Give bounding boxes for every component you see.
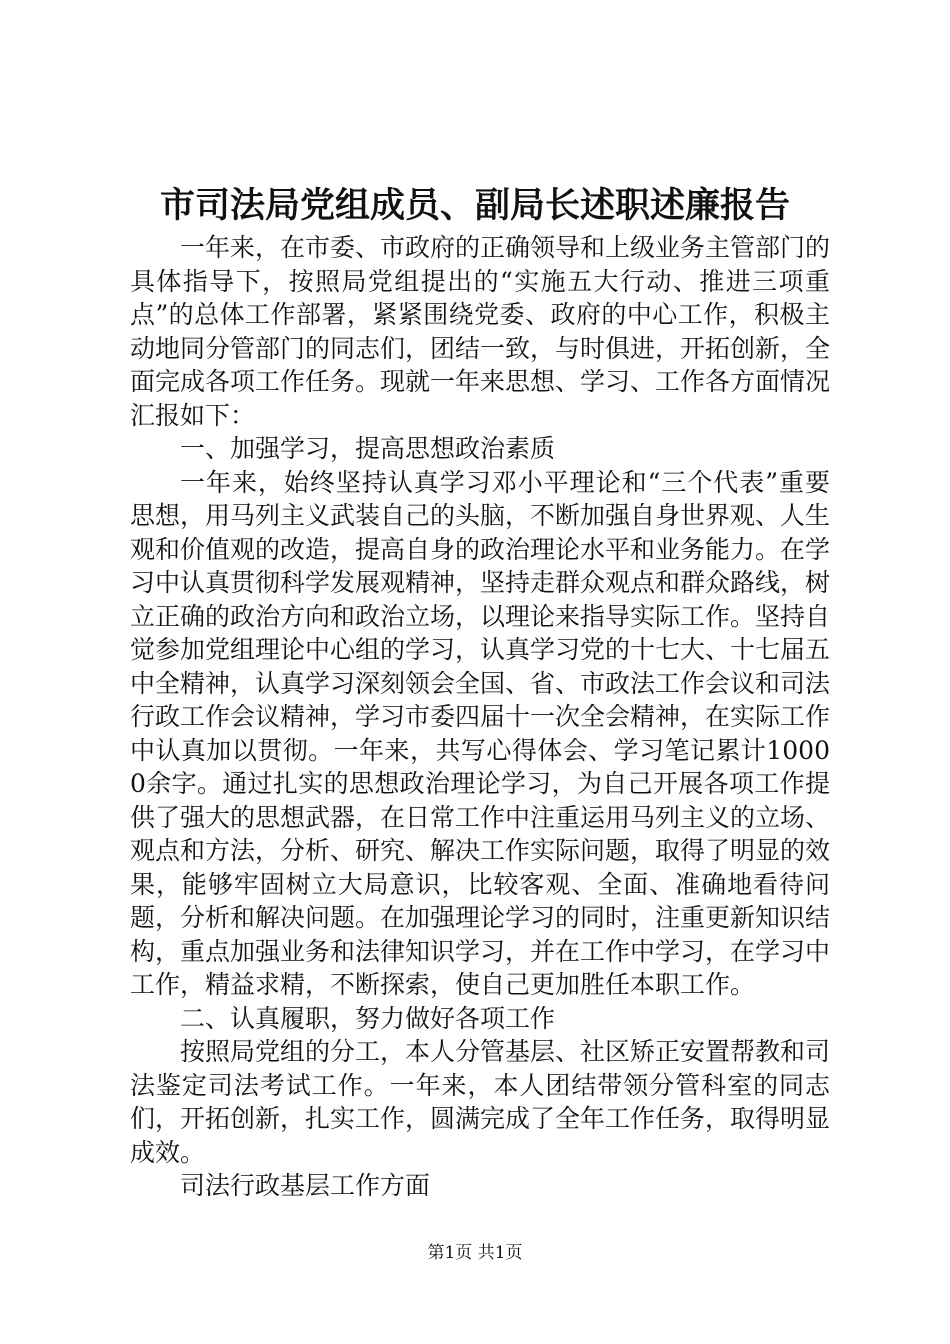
section-1-paragraph: 一年来，始终坚持认真学习邓小平理论和“三个代表”重要思想，用马列主义武装自己的头脑，不断加强自身世界观、人生观和价值观的改造，提高自身的政治理论水平和业务能力。在学习中认真贯彻科学发展观精神，坚持走群众观点和群众路线，树立正确的政治方向和政治立场，以理论来指导实际工作。坚持自觉参加党组理论中心组的学习，认真学习党的十七大、十七届五中全精神，认真学习深刻领会全国、省、市政法工作会议和司法行政工作会议精神，学习市委四届十一次全会精神，在实际工作中认真加以贯彻。一年来，共写心得体会、学习笔记累计10000余字。通过扎实的思想政治理论学习，为自己开展各项工作提供了强大的思想武器，在日常工作中注重运用马列主义的立场、观点和方法，分析、研究、解决工作实际问题，取得了明显的效果，能够牢固树立大局意识，比较客观、全面、准确地看待问题，分析和解决问题。在加强理论学习的同时，注重更新知识结构，重点加强业务和法律知识学习，并在工作中学习，在学习中工作，精益求精，不断探索，使自己更加胜任本职工作。	[130, 467, 831, 999]
page-footer: 第1页 共1页	[427, 1243, 523, 1263]
section-heading-2: 二、认真履职，努力做好各项工作	[180, 1003, 556, 1033]
section-heading-1: 一、加强学习，提高思想政治素质	[180, 434, 556, 463]
intro-paragraph: 一年来，在市委、市政府的正确领导和上级业务主管部门的具体指导下，按照局党组提出的“实施五大行动、推进三项重点”的总体工作部署，紧紧围绕党委、政府的中心工作，积极主动地同分管部门的同志们，团结一致，与时俱进，开拓创新，全面完成各项工作任务。现就一年来思想、学习、工作各方面情况汇报如下：	[130, 233, 831, 430]
section-2-paragraph: 按照局党组的分工，本人分管基层、社区矫正安置帮教和司法鉴定司法考试工作。一年来，本人团结带领分管科室的同志们，开拓创新，扎实工作，圆满完成了全年工作任务，取得明显成效。	[130, 1037, 831, 1167]
document-body	[130, 231, 830, 1203]
subsection-heading: 司法行政基层工作方面	[180, 1171, 431, 1200]
document-title: 市司法局党组成员、副局长述职述廉报告	[159, 185, 790, 226]
